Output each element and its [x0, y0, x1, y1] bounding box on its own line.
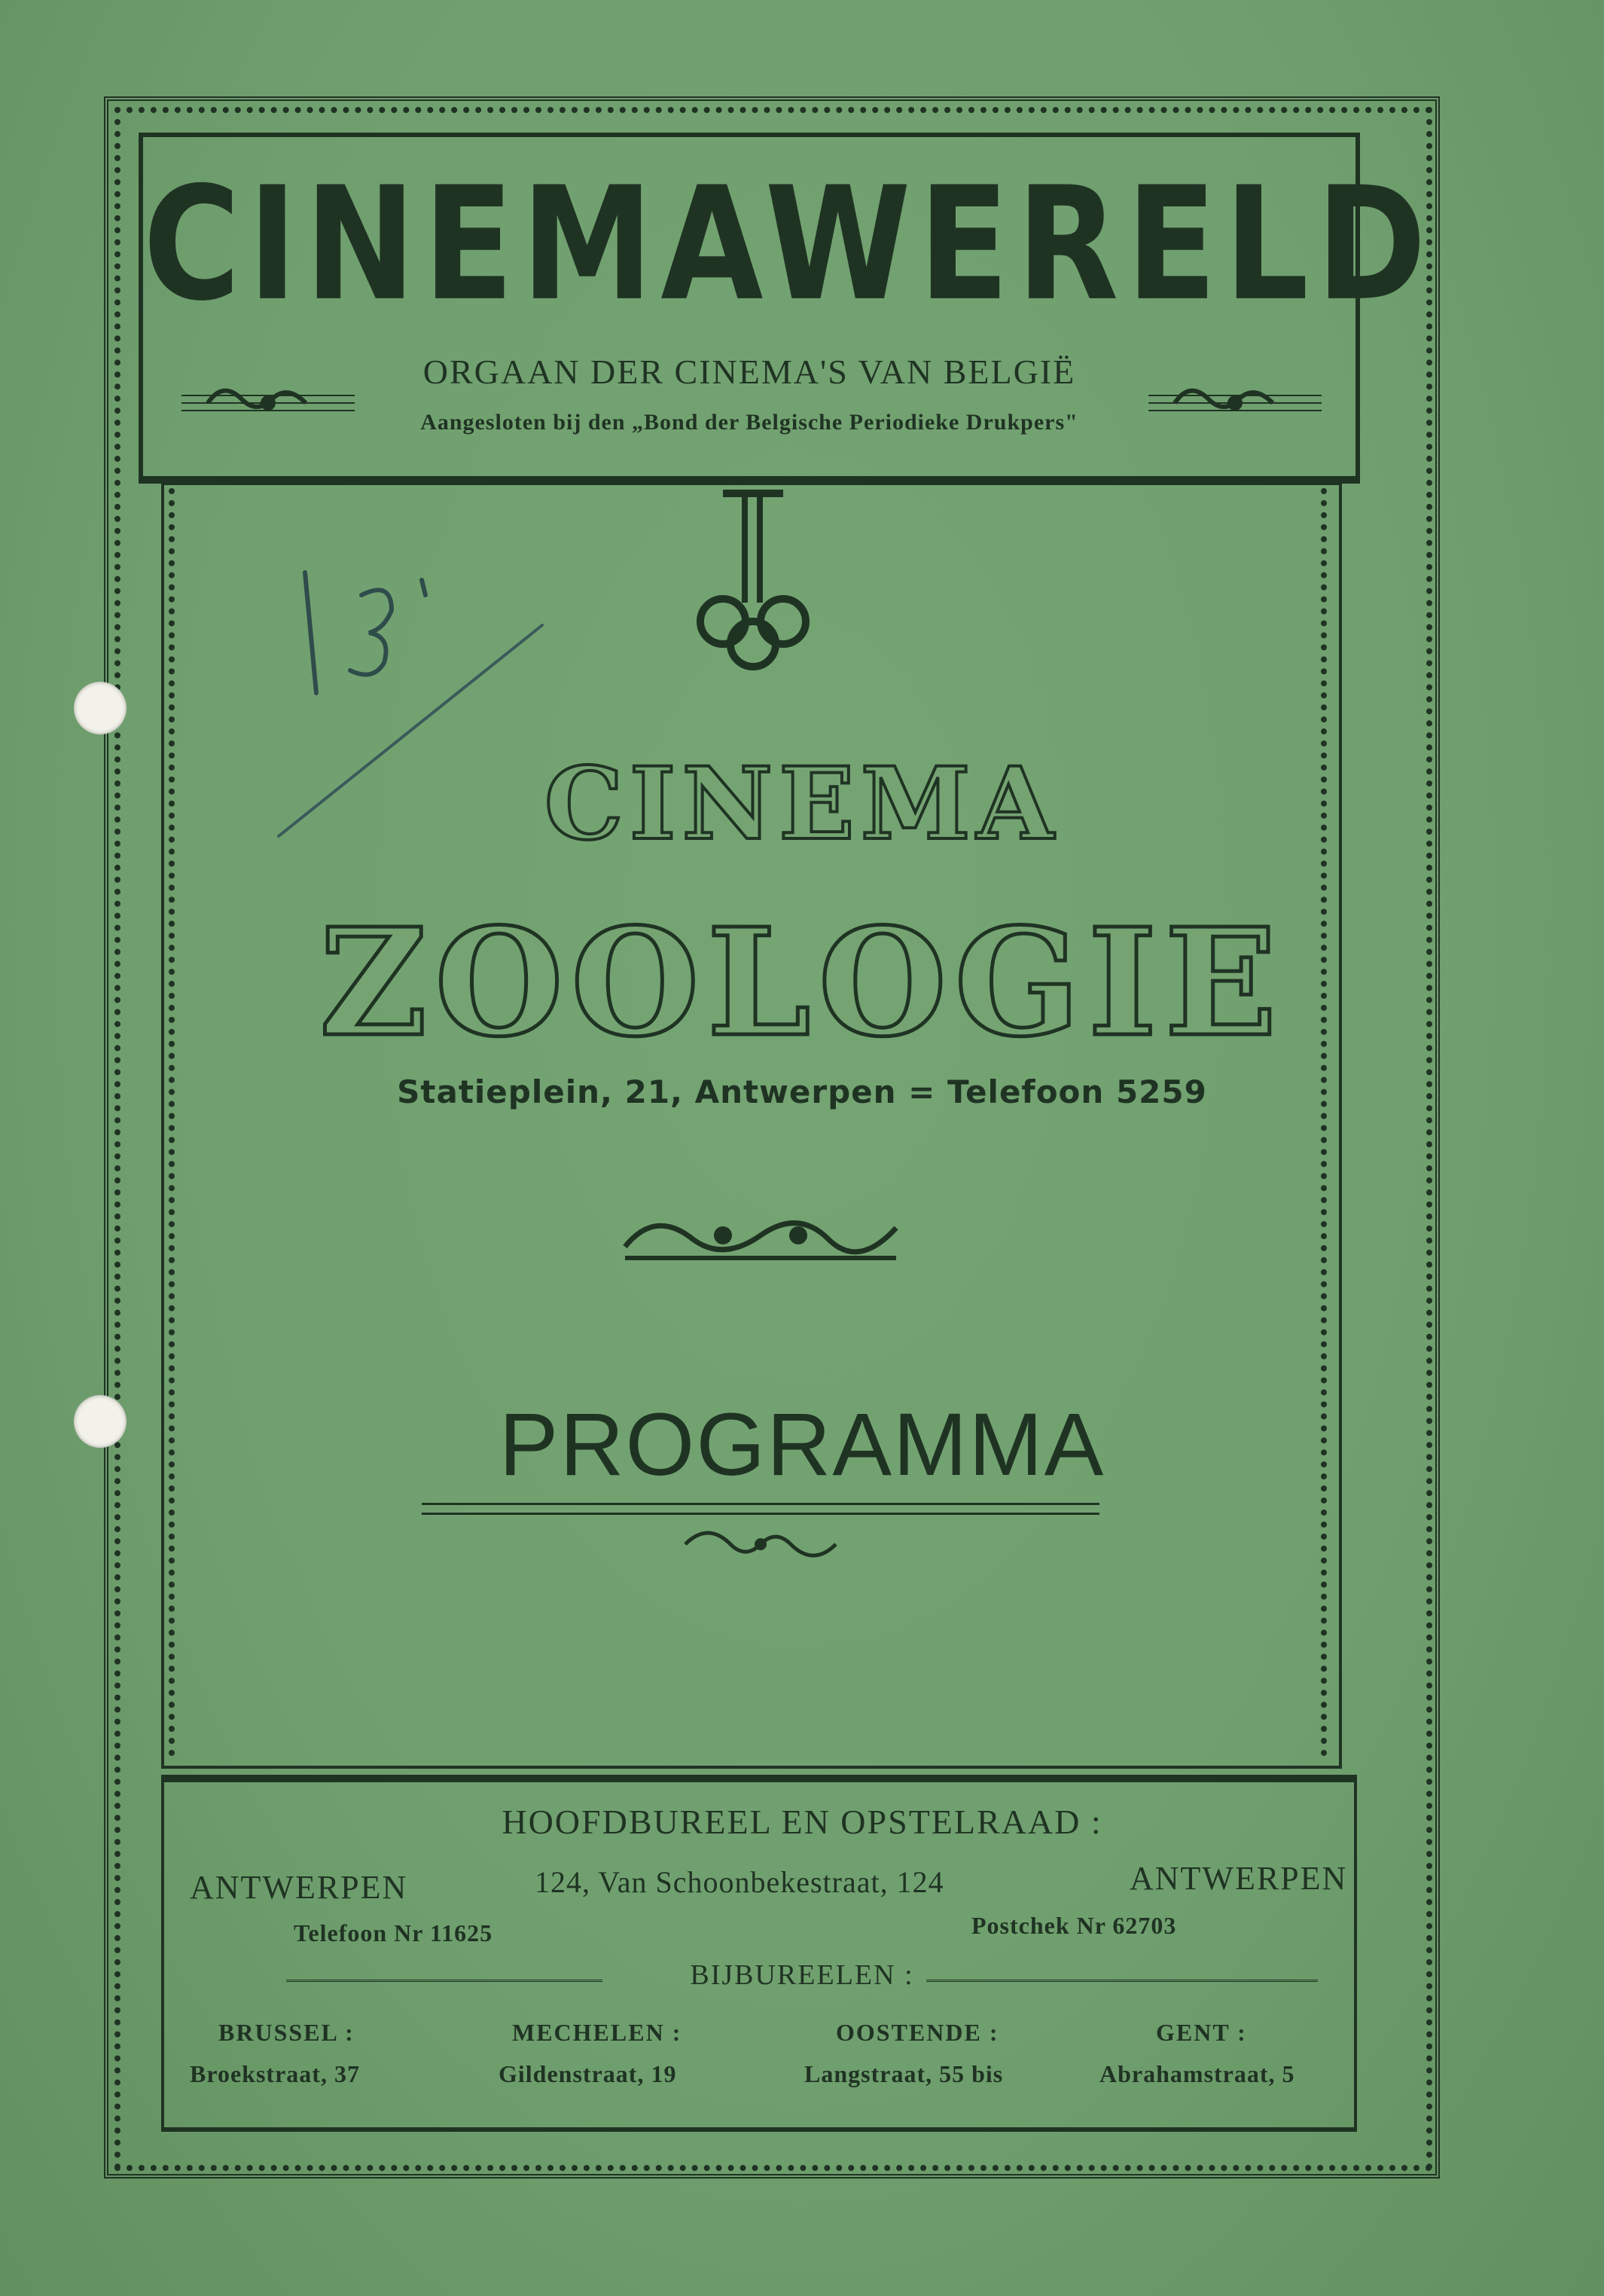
branch-city: MECHELEN : — [512, 2019, 682, 2046]
panel-dotted-right — [1321, 488, 1342, 1757]
small-flourish — [678, 1514, 843, 1574]
branches-rule-right — [926, 1980, 1318, 1982]
masthead-box — [139, 133, 1434, 484]
branch-street: Broekstraat, 37 — [190, 2060, 360, 2087]
branch-city: OOSTENDE : — [836, 2019, 999, 2046]
masthead-subtitle: ORGAAN DER CINEMA'S VAN BELGIË — [422, 353, 1076, 391]
office-postchek: Postchek Nr 62703 — [971, 1912, 1177, 1939]
cinema-name: ZOOLOGIE — [319, 896, 1285, 1070]
panel-dotted-left — [169, 488, 190, 1757]
branches-heading: BIJBUREELEN : — [690, 1959, 914, 1991]
branch-city: BRUSSEL : — [218, 2019, 355, 2046]
masthead-title: CINEMAWERELD — [143, 153, 1434, 336]
office-telephone: Telefoon Nr 11625 — [294, 1919, 493, 1946]
office-city-left: ANTWERPEN — [190, 1869, 408, 1906]
programma-rule — [422, 1503, 1099, 1505]
hanging-ornament — [678, 490, 828, 678]
floral-ornament — [618, 1205, 904, 1273]
cinema-heading: CINEMA — [544, 746, 1060, 863]
pencil-annotation — [271, 550, 557, 851]
branch-street: Gildenstraat, 19 — [499, 2060, 677, 2087]
scroll-ornament-right — [1145, 377, 1325, 429]
office-heading: HOOFDBUREEL EN OPSTELRAAD : — [502, 1803, 1102, 1841]
office-city-right: ANTWERPEN — [1130, 1860, 1348, 1897]
cinema-address: Statieplein, 21, Antwerpen = Telefoon 5259 — [397, 1073, 1207, 1110]
scroll-ornament-left — [178, 377, 358, 429]
punch-hole-top — [74, 682, 127, 734]
branch-city: GENT : — [1156, 2019, 1247, 2046]
branch-street: Langstraat, 55 bis — [804, 2060, 1004, 2087]
office-street: 124, Van Schoonbekestraat, 124 — [535, 1865, 944, 1899]
masthead-affiliation: Aangesloten bij den „Bond der Belgische Periodieke Drukpers" — [420, 410, 1078, 435]
branch-street: Abrahamstraat, 5 — [1099, 2060, 1295, 2087]
programma-heading: PROGRAMMA — [499, 1395, 1105, 1495]
